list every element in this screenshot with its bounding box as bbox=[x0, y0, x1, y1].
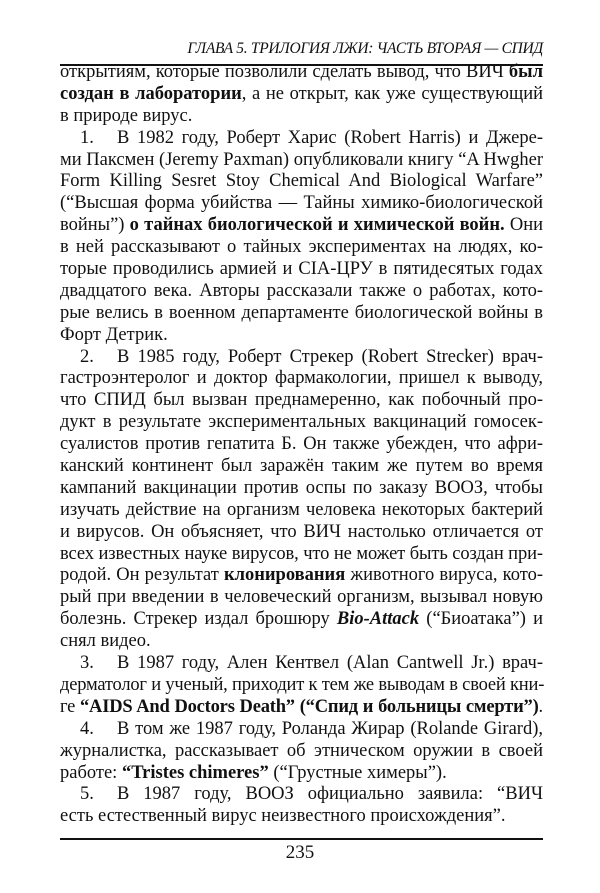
text-segment: В 1987 году, ВООЗ официально заявила: “ВИЧ bbox=[117, 784, 543, 805]
text-segment: (“Биоатака”) и bbox=[419, 609, 544, 630]
text-line bbox=[60, 84, 543, 106]
list-item-first-line bbox=[60, 653, 543, 675]
text-segment: двадцатого века. Авторы рассказали также о работах, кото- bbox=[60, 280, 543, 301]
text-line bbox=[60, 763, 543, 785]
text-line bbox=[60, 434, 543, 456]
text-line bbox=[60, 697, 543, 719]
text-line bbox=[60, 390, 543, 412]
bold-text: “Tristes chimeres” bbox=[121, 762, 269, 783]
text-line bbox=[60, 259, 543, 281]
bold-text: о тайнах биологической и химической войн. bbox=[129, 215, 505, 236]
text-segment: канский континент был заражён таким же путем во время bbox=[60, 456, 543, 477]
text-segment: дукт в результате экспериментальных вакцинаций гомосек- bbox=[60, 412, 543, 433]
text-segment: работе: bbox=[60, 762, 122, 783]
list-item-first-line bbox=[60, 719, 543, 741]
bold-text: создан в лаборатории bbox=[60, 83, 242, 104]
text-line bbox=[60, 609, 543, 631]
text-line bbox=[60, 281, 543, 303]
text-line bbox=[60, 171, 543, 193]
text-segment: . bbox=[538, 696, 543, 717]
text-segment: животного вируса, кото- bbox=[345, 565, 543, 586]
text-line bbox=[60, 62, 543, 84]
text-segment: что СПИД был вызван преднамеренно, как побочный про- bbox=[60, 390, 543, 411]
text-segment: ми Паксмен (Jeremy Paxman) опубликовали книгу “A Hwgher bbox=[60, 149, 543, 170]
list-number: 1. bbox=[80, 127, 94, 148]
text-segment: войны”) bbox=[60, 215, 130, 236]
text-line bbox=[60, 565, 543, 587]
text-segment: есть естественный вирус неизвестного происхождения”. bbox=[60, 806, 506, 827]
text-line bbox=[60, 675, 543, 697]
text-line bbox=[60, 237, 543, 259]
text-line bbox=[60, 106, 543, 128]
page-number: 235 bbox=[285, 842, 315, 863]
text-line bbox=[60, 544, 543, 566]
page-body-text bbox=[60, 62, 543, 828]
text-segment: ге bbox=[60, 696, 80, 717]
list-number: 4. bbox=[80, 718, 94, 739]
list-number: 5. bbox=[80, 784, 94, 805]
text-segment: кампаний вакцинации против оспы по заказу ВООЗ, чтобы bbox=[60, 477, 543, 498]
text-line bbox=[60, 500, 543, 522]
text-segment: торые проводились армией и CIA-ЦРУ в пятидесятых годах bbox=[60, 259, 543, 280]
text-line bbox=[60, 522, 543, 544]
text-segment: В 1985 году, Роберт Стрекер (Robert Strecker) врач- bbox=[117, 346, 543, 367]
text-line bbox=[60, 303, 543, 325]
text-segment: родой. Он результат bbox=[60, 565, 224, 586]
text-line bbox=[60, 215, 543, 237]
text-segment: и вирусов. Он объясняет, что ВИЧ настолько отличается от bbox=[60, 521, 543, 542]
text-line bbox=[60, 368, 543, 390]
text-line bbox=[60, 806, 543, 828]
text-segment: Форт Детрик. bbox=[60, 324, 168, 345]
text-segment: суалистов против гепатита Б. Он также убежден, что афри- bbox=[60, 434, 543, 455]
text-line bbox=[60, 587, 543, 609]
text-segment: журналистка, рассказывает об этническом оружии в своей bbox=[60, 740, 543, 761]
text-segment: в природе вирус. bbox=[60, 105, 193, 126]
text-segment: в ней рассказывают о тайных экспериментах на людях, ко- bbox=[60, 237, 543, 258]
text-line bbox=[60, 478, 543, 500]
text-segment: болезнь. Стрекер издал брошюру bbox=[60, 609, 337, 630]
list-item-first-line bbox=[60, 784, 543, 806]
text-segment: изучать действие на организм человека некоторых бактерий bbox=[60, 499, 543, 520]
list-item-first-line bbox=[60, 347, 543, 369]
bold-text: “AIDS And Doctors Death” (“Спид и больницы смерти”) bbox=[80, 696, 539, 717]
text-segment: Они bbox=[504, 215, 543, 236]
text-segment: гастроэнтеролог и доктор фармакологии, пришел к выводу, bbox=[60, 368, 543, 389]
bold-text: был bbox=[508, 62, 543, 82]
text-segment: всех известных науке вирусов, что не может быть создан при- bbox=[60, 543, 543, 564]
text-segment: В том же 1987 году, Роланда Жирар (Rolande Girard), bbox=[117, 718, 543, 739]
text-segment: рый при введении в человеческий организм, вызывал новую bbox=[60, 587, 543, 608]
list-number: 3. bbox=[80, 653, 94, 674]
bold-text: клонирования bbox=[223, 565, 346, 586]
text-line bbox=[60, 193, 543, 215]
text-line bbox=[60, 631, 543, 653]
text-line bbox=[60, 741, 543, 763]
text-segment: В 1982 году, Роберт Харис (Robert Harris) и Джере- bbox=[117, 127, 543, 148]
text-line bbox=[60, 325, 543, 347]
text-segment: (“Грустные химеры”). bbox=[268, 762, 447, 783]
text-segment: (“Высшая форма убийства — Тайны химико-биологической bbox=[60, 193, 543, 214]
footer-rule bbox=[60, 838, 543, 840]
text-segment: , а не открыт, как уже существующий bbox=[241, 83, 543, 104]
text-line bbox=[60, 456, 543, 478]
text-segment: дерматолог и ученый, приходит к тем же выводам в своей кни- bbox=[60, 674, 545, 695]
text-segment: В 1987 году, Ален Кентвел (Alan Cantwell Jr.) врач- bbox=[117, 653, 543, 674]
list-number: 2. bbox=[80, 346, 94, 367]
text-segment: снял видео. bbox=[60, 631, 151, 652]
text-segment: рые велись в военном департаменте биологической войны в bbox=[60, 302, 543, 323]
running-header: ГЛАВА 5. ТРИЛОГИЯ ЛЖИ: ЧАСТЬ ВТОРАЯ — СПИД bbox=[187, 40, 543, 57]
bold-italic-text: Bio-Attack bbox=[336, 609, 420, 630]
text-line bbox=[60, 412, 543, 434]
text-segment: Form Killing Sesret Stoy Chemical And Biological Warfare” bbox=[60, 171, 543, 192]
text-line bbox=[60, 150, 543, 172]
list-item-first-line bbox=[60, 128, 543, 150]
text-segment: открытиям, которые позволили сделать вывод, что ВИЧ bbox=[60, 62, 509, 82]
